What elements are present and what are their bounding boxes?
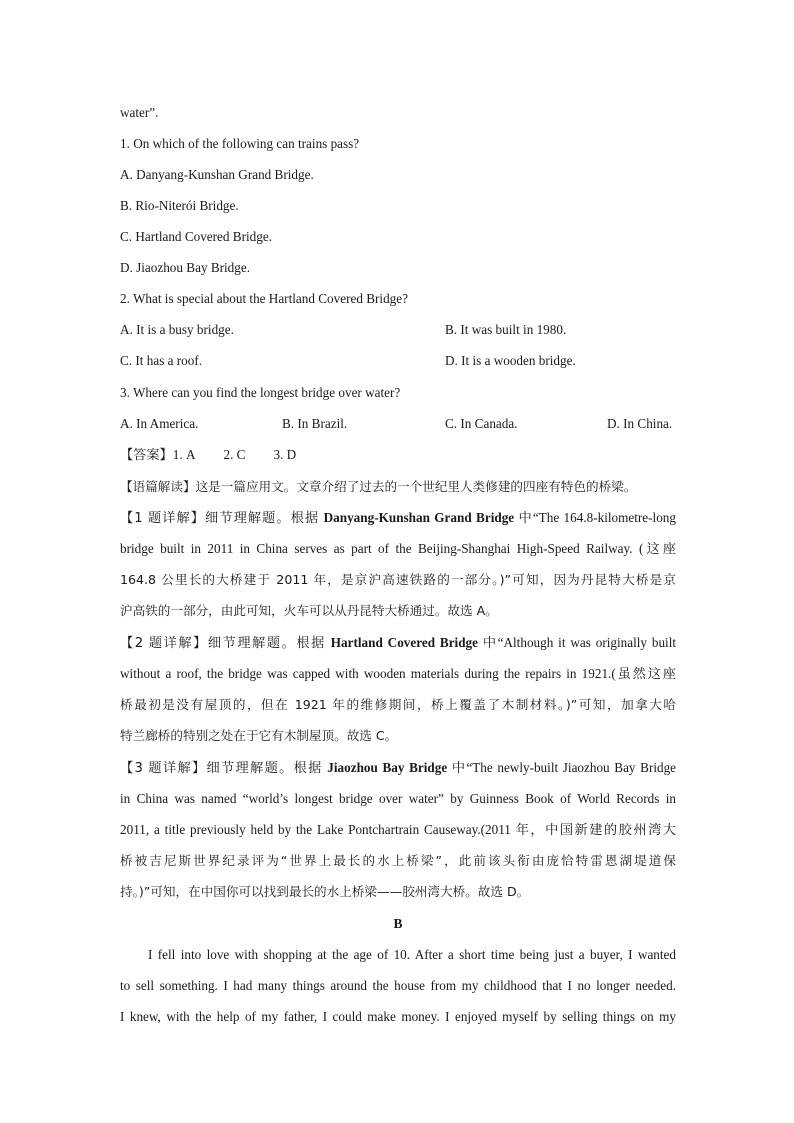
- q2-explanation-line-1: [120, 635, 676, 652]
- question-2-option-a: A. It is a busy bridge.: [120, 322, 234, 337]
- q1-lead: 细节理解题。根据: [205, 511, 320, 526]
- section-b-heading: B: [393, 916, 403, 931]
- question-3-option-d: D. In China.: [607, 416, 673, 431]
- q1-label: 【1 题详解】: [120, 511, 206, 526]
- q3-lead: 细节理解题。根据: [206, 761, 323, 776]
- question-2-stem: 2. What is special about the Hartland Covered Bridge?: [120, 291, 408, 306]
- question-3-option-c: C. In Canada.: [445, 416, 518, 431]
- question-3-option-a: A. In America.: [120, 416, 199, 431]
- summary-text: 这是一篇应用文。文章介绍了过去的一个世纪里人类修建的四座有特色的桥梁。: [195, 479, 637, 494]
- question-1-option-b: B. Rio-Niterói Bridge.: [120, 198, 239, 213]
- q1-explanation-line-2: bridge built in 2011 in China serves as part of the Beijing-Shanghai High-Speed Railway. (这座: [120, 541, 676, 556]
- section-b-line-3: I knew, with the help of my father, I could make money. I enjoyed myself by selling things on my: [120, 1009, 676, 1024]
- question-3-option-b: B. In Brazil.: [282, 416, 348, 431]
- answer-label: 【答案】: [120, 448, 173, 463]
- question-1-stem: 1. On which of the following can trains pass?: [120, 136, 360, 151]
- q3-explanation-line-2: in China was named “world’s longest bridge over water” by Guinness Book of World Records in: [120, 791, 676, 806]
- question-2-option-b: B. It was built in 1980.: [445, 322, 567, 337]
- q1-explanation-line-3: 164.8 公里长的大桥建于 2011 年，是京沪高速铁路的一部分。)”可知，因为丹昆特大桥是京: [120, 572, 676, 587]
- question-1-option-c: C. Hartland Covered Bridge.: [120, 229, 272, 244]
- question-1-option-a: A. Danyang-Kunshan Grand Bridge.: [120, 167, 314, 182]
- passage-tail: water”.: [120, 105, 159, 120]
- q3-explanation-line-5: 持。)”可知，在中国你可以找到最长的水上桥梁——胶州湾大桥。故选 D。: [120, 884, 530, 899]
- question-1-option-d: D. Jiaozhou Bay Bridge.: [120, 260, 251, 275]
- q2-label: 【2 题详解】: [120, 636, 208, 651]
- question-3-stem: 3. Where can you find the longest bridge over water?: [120, 385, 401, 400]
- summary-label: 【语篇解读】: [120, 479, 196, 494]
- answer-line: [120, 447, 296, 464]
- q3-label: 【3 题详解】: [120, 761, 207, 776]
- section-b-line-2: to sell something. I had many things around the house from my childhood that I no longer needed.: [120, 978, 676, 993]
- q3-line-1-tail: 中“The newly-built Jiaozhou Bay Bridge: [451, 760, 677, 775]
- answer-item-3: 3. D: [273, 447, 297, 462]
- question-2-option-c: C. It has a roof.: [120, 353, 203, 368]
- q2-explanation-line-4: 特兰廊桥的特别之处在于它有木制屋顶。故选 C。: [120, 728, 398, 743]
- answer-item-2: 2. C: [223, 447, 246, 462]
- q2-bold-term: Hartland Covered Bridge: [330, 635, 479, 650]
- q2-line-1-tail: 中“Although it was originally built: [482, 635, 677, 650]
- q3-explanation-line-1: [120, 760, 676, 777]
- q3-bold-term: Jiaozhou Bay Bridge: [327, 760, 448, 775]
- question-2-option-d: D. It is a wooden bridge.: [445, 353, 576, 368]
- q2-lead: 细节理解题。根据: [207, 636, 326, 651]
- q2-explanation-line-2: without a roof, the bridge was capped with wooden materials during the repairs in 1921.(虽然这座: [120, 666, 676, 681]
- q3-explanation-line-4: 桥被吉尼斯世界纪录评为“世界上最长的水上桥梁”，此前该头衔由庞恰特雷恩湖堤道保: [120, 853, 676, 868]
- q1-explanation-line-4: 沪高铁的一部分，由此可知，火车可以从丹昆特大桥通过。故选 A。: [120, 603, 498, 618]
- q1-line-1-tail: 中“The 164.8-kilometre-long: [518, 510, 676, 525]
- q2-explanation-line-3: 桥最初是没有屋顶的，但在 1921 年的维修期间，桥上覆盖了木制材料。)”可知，加拿大哈: [120, 697, 676, 712]
- answer-item-1: 1. A: [172, 447, 196, 462]
- summary-line: [120, 479, 636, 495]
- section-b-line-1: I fell into love with shopping at the age of 10. After a short time being just a buyer, I wanted: [148, 947, 676, 962]
- q1-explanation-line-1: [120, 510, 676, 527]
- q1-bold-term: Danyang-Kunshan Grand Bridge: [323, 510, 515, 525]
- q3-explanation-line-3: 2011, a title previously held by the Lake Pontchartrain Causeway.(2011 年，中国新建的胶州湾大: [120, 822, 676, 837]
